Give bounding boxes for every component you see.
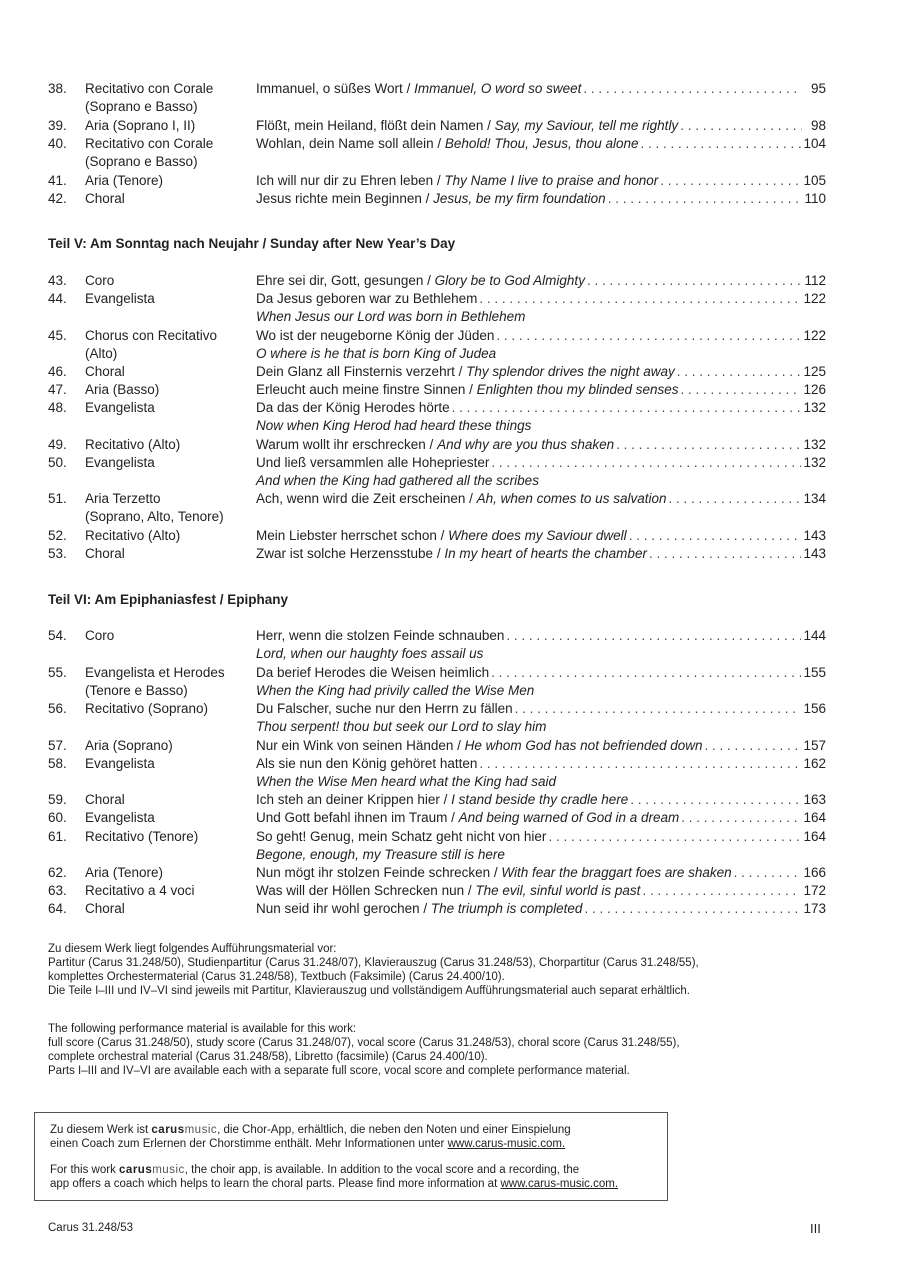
entry-page: 98 [810, 118, 826, 133]
entry-page: 143 [803, 528, 826, 543]
box-en-line2: app offers a coach which helps to learn the choral parts. Please find more information at www.carus-music.com. [50, 1178, 619, 1190]
entry-page: 110 [804, 191, 826, 206]
entry-page: 155 [803, 665, 826, 680]
entry-number: 39. [48, 118, 67, 133]
carus-music-logo: carusmusic [151, 1124, 218, 1136]
entry-title-de: Herr, wenn die stolzen Feinde schnauben [256, 628, 505, 643]
entry-number: 59. [48, 792, 67, 807]
entry-form: Aria (Soprano I, II) [85, 118, 196, 133]
carus-music-info-box [34, 1112, 668, 1201]
entry-title-en: And when the King had gathered all the scribes [256, 473, 539, 489]
entry-title-en: Now when King Herod had heard these things [256, 418, 532, 434]
entry-number: 58. [48, 756, 67, 771]
entry-form: Aria (Tenore) [85, 865, 164, 880]
entry-title-en: Glory be to God Almighty [434, 273, 585, 288]
carus-music-link-en[interactable]: www.carus-music.com. [500, 1178, 619, 1190]
entry-title-de: Als sie nun den König gehöret hatten [256, 756, 478, 771]
entry-number: 42. [48, 191, 67, 206]
entry-page: 125 [803, 364, 826, 379]
note-line: The following performance material is available for this work: [48, 1023, 357, 1035]
entry-title-de: Flößt, mein Heiland, flößt dein Namen [256, 118, 484, 133]
entry-title-de: Erleucht auch meine finstre Sinnen [256, 382, 466, 397]
entry-number: 46. [48, 364, 67, 379]
note-line: komplettes Orchestermaterial (Carus 31.248/58), Textbuch (Faksimile) (Carus 24.400/10). [48, 971, 505, 983]
entry-form: Aria (Tenore) [85, 173, 164, 188]
note-line: Zu diesem Werk liegt folgendes Aufführungsmaterial vor: [48, 943, 337, 955]
entry-page: 122 [803, 291, 826, 306]
entry-title-de: Immanuel, o süßes Wort [256, 81, 403, 96]
entry-page: 132 [803, 437, 826, 452]
entry-title-de: Nun seid ihr wohl gerochen [256, 901, 420, 916]
entry-title-en: Where does my Saviour dwell [448, 528, 627, 543]
entry-number: 55. [48, 665, 67, 680]
note-line: Die Teile I–III und IV–VI sind jeweils mit Partitur, Klavierauszug und vollständigem Aufführungsmaterial auch separat erhältlich. [48, 985, 691, 997]
entry-number: 41. [48, 173, 67, 188]
entry-form: Recitativo con Corale (Soprano e Basso) [85, 136, 214, 170]
section-heading-teil-v: Teil V: Am Sonntag nach Neujahr / Sunday after New Year’s Day [48, 236, 456, 251]
entry-form: Recitativo (Soprano) [85, 701, 209, 716]
entry-title-de: Zwar ist solche Herzensstube [256, 546, 434, 561]
box-en-line1: For this work carusmusic, the choir app, is available. In addition to the vocal score and a recording, the [50, 1164, 580, 1176]
entry-form: Evangelista [85, 400, 155, 415]
entry-title-en: I stand beside thy cradle here [451, 792, 629, 807]
entry-title-en: Lord, when our haughty foes assail us [256, 646, 484, 662]
entry-title-de: Ehre sei dir, Gott, gesungen [256, 273, 424, 288]
entry-page: 132 [803, 400, 826, 415]
entry-title-de: Jesus richte mein Beginnen [256, 191, 422, 206]
entry-title-de: Da berief Herodes die Weisen heimlich [256, 665, 490, 680]
note-line: complete orchestral material (Carus 31.248/58), Libretto (facsimile) (Carus 24.400/10). [48, 1051, 488, 1063]
entry-form: Coro [85, 628, 115, 643]
entry-number: 56. [48, 701, 67, 716]
entry-title-de: Warum wollt ihr erschrecken [256, 437, 426, 452]
entry-title-en: Jesus, be my firm foundation [433, 191, 606, 206]
note-line: Partitur (Carus 31.248/50), Studienpartitur (Carus 31.248/07), Klavierauszug (Carus 31.248/53), Chorpartitur (Carus 31.248/55), [48, 957, 699, 969]
entry-number: 50. [48, 455, 67, 470]
entry-form: Recitativo a 4 voci [85, 883, 195, 898]
entry-form: Evangelista [85, 756, 155, 771]
entry-title-de: Mein Liebster herrschet schon [256, 528, 437, 543]
entry-title-en: Say, my Saviour, tell me rightly [494, 118, 679, 133]
entry-title-en: In my heart of hearts the chamber [444, 546, 647, 561]
entry-title-en: Immanuel, O word so sweet [414, 81, 582, 96]
entry-title-en: Begone, enough, my Treasure still is here [256, 847, 505, 863]
entry-form: Choral [85, 901, 125, 916]
entry-page: 157 [803, 738, 826, 753]
entry-title-en: Thy Name I live to praise and honor [444, 173, 659, 188]
entry-title-de: So geht! Genug, mein Schatz geht nicht von hier [256, 829, 547, 844]
entry-form: Choral [85, 546, 125, 561]
entry-number: 63. [48, 883, 67, 898]
entry-number: 60. [48, 810, 67, 825]
entry-form: Aria (Basso) [85, 382, 160, 397]
entry-title-en: Ah, when comes to us salvation [476, 491, 667, 506]
box-de-line1: Zu diesem Werk ist carusmusic, die Chor-App, erhältlich, die neben den Noten und einer Einspielung [50, 1124, 571, 1136]
entry-title-en: And why are you thus shaken [437, 437, 615, 452]
entry-title-en: With fear the braggart foes are shaken [501, 865, 732, 880]
entry-form: Coro [85, 273, 115, 288]
entry-form: Recitativo (Alto) [85, 528, 181, 543]
entry-form: Evangelista et Herodes (Tenore e Basso) [85, 665, 225, 699]
entry-number: 44. [48, 291, 67, 306]
entry-number: 53. [48, 546, 67, 561]
entry-title-de: Wo ist der neugeborne König der Jüden [256, 328, 495, 343]
entry-number: 45. [48, 328, 67, 343]
entry-number: 61. [48, 829, 67, 844]
entry-title-de: Da das der König Herodes hörte [256, 400, 450, 415]
entry-form: Chorus con Recitativo (Alto) [85, 328, 218, 362]
entry-title-de: Ich steh an deiner Krippen hier [256, 792, 440, 807]
entry-page: 105 [803, 173, 826, 188]
entry-page: 173 [803, 901, 826, 916]
entry-title-de: Was will der Höllen Schrecken nun [256, 883, 465, 898]
document-page: 38. Recitativo con Corale (Soprano e Basso) Immanuel, o süßes Wort / Immanuel, O word so sweet . . . 95 39. Aria (Soprano I, II) Flößt, mein Heiland, flößt dein Namen / Say, my Saviour, tell me rightly . . . 98 40. Recitativo con Corale (Soprano e Basso) Wohlan, dein Name soll allein / Behold! Thou, Jesus, thou alone . . . 104 41. Aria (Tenore) Ich will nur dir zu Ehren leben / Thy Name I live to praise and honor . . . 105 42. Choral Jesus richte mein Beginnen / Jesus, be my firm foundation . . . 110 Teil V: Am Sonntag nach Neujahr / Sunday after New Year’s Day 43. Coro Ehre sei dir, Gott, gesungen / Glory be to God Almighty . . . 112 44. Evangelista Da Jesus geboren war zu Bethlehem . . . 122 When Jesus our Lord was born in Bethlehem 45. Chorus con Recitativo (Alto) Wo ist der neugeborne König der Jüden . . . 122 O where is he that is born King of Judea 46. Choral Dein Glanz all Finsternis verzehrt / Thy splendor drives the night away . . . 125 47. Aria (Basso) Erleucht auch meine finstre Sinnen / Enlighten thou my blinded senses . . . 126 48. Evangelista Da das der König Herodes hörte . . . 132 Now when King Herod had heard these things 49. Recitativo (Alto) Warum wollt ihr erschrecken / And why are you thus shaken . . . 132 50. Evangelista Und ließ versammlen alle Hohepriester . . . 132 And when the King had gathered all the scribes 51. Aria Terzetto (Soprano, Alto, Tenore) Ach, wenn wird die Zeit erscheinen / Ah, when comes to us salvation . . . 134 52. Recitativo (Alto) Mein Liebster herrschet schon / Where does my Saviour dwell . . . 143 53. Choral Zwar ist solche Herzensstube / In my heart of hearts the chamber . . . 143 Teil VI: Am Epiphaniasfest / Epiphany 54. Coro Herr, wenn die stolzen Feinde schnauben . . . 144 Lord, when our haughty foes assail us 55. Evangelista et Herodes (Tenore e Basso) Da berief Herodes die Weisen heimlich . . . 155 When the King had privily called the Wise Men 56. Recitativo (Soprano) Du Falscher, suche nur den Herrn zu fällen . . . 156 Thou serpent! thou but seek our Lord to slay him 57. Aria (Soprano) Nur ein Wink von seinen Händen / He whom God has not befriended down . . . 157 58. Evangelista Als sie nun den König gehöret hatten . . . 162 When the Wise Men heard what the King had said 59. Choral Ich steh an deiner Krippen hier / I stand beside thy cradle here . . . 163 60. Evangelista Und Gott befahl ihnen im Traum / And being warned of God in a dream . . . 164 61. Recitativo (Tenore) So geht! Genug, mein Schatz geht nicht von hier . . . 164 Begone, enough, my Treasure still is here 62. Aria (Tenore) Nun mögt ihr stolzen Feinde schrecken / With fear the braggart foes are shaken . . . 166 63. Recitativo a 4 voci Was will der Höllen Schrecken nun / The evil, sinful world is past . . . 172 64. Choral Nun seid ihr wohl gerochen / The triumph is completed . . . 173 Zu diesem Werk liegt folgendes Aufführungsmaterial vor: Partitur (Carus 31.248/50), Studienpartitur (Carus 31.248/07), Klavierauszug (Carus 31.248/53), Chorpartitur (Carus 31.248/55), komplettes Orchestermaterial (Carus 31.248/58), Textbuch (Faksimile) (Carus 24.400/10). Die Teile I–III und IV–VI sind jeweils mit Partitur, Klavierauszug und vollständigem Aufführungsmaterial auch separat erhältlich. The following performance material is available for this work: full score (Carus 31.248/50), study score (Carus 31.248/07), vocal score (Carus 31.248/53), choral score (Carus 31.248/55), complete orchestral material (Carus 31.248/58), Libretto (facsimile) (Carus 24.400/10). Parts I–III and IV–VI are available each with a separate full score, vocal score and complete performance material. Zu diesem Werk ist carusmusic, die Chor-App, erhältlich, die neben den Noten und einer Einspielung einen Coach zum Erlernen der Chorstimme enthält. Mehr Informationen unter www.carus-music.com. For this work carusmusic, the choir app, is available. In addition to the vocal score and a recording, the app offers a coach which helps to learn the choral parts. Please find more information at www.carus-music.com. Carus 31.248/53 III [0, 0, 900, 1278]
entry-number: 40. [48, 136, 67, 151]
entry-page: 156 [803, 701, 826, 716]
entry-form: Choral [85, 191, 125, 206]
entry-number: 43. [48, 273, 67, 288]
entry-title-en: The evil, sinful world is past [475, 883, 641, 898]
entry-title-de: Da Jesus geboren war zu Bethlehem [256, 291, 478, 306]
entry-form: Choral [85, 792, 125, 807]
entry-title-de: Wohlan, dein Name soll allein [256, 136, 434, 151]
entry-title-en: Enlighten thou my blinded senses [476, 382, 679, 397]
entry-title-en: Behold! Thou, Jesus, thou alone [444, 136, 639, 151]
entry-title-de: Nun mögt ihr stolzen Feinde schrecken [256, 865, 491, 880]
entry-form: Recitativo (Tenore) [85, 829, 199, 844]
entry-page: 172 [803, 883, 826, 898]
entry-form: Evangelista [85, 455, 155, 470]
catalog-number: Carus 31.248/53 [48, 1222, 134, 1234]
entry-page: 134 [803, 491, 826, 506]
entry-form: Recitativo (Alto) [85, 437, 181, 452]
performance-material-de [48, 942, 838, 998]
entry-title-de: Dein Glanz all Finsternis verzehrt [256, 364, 455, 379]
entry-number: 51. [48, 491, 67, 506]
entry-number: 54. [48, 628, 67, 643]
entry-title-en: When the King had privily called the Wise Men [256, 683, 535, 699]
entry-number: 38. [48, 81, 67, 96]
entry-title-en: When the Wise Men heard what the King had said [256, 774, 557, 790]
entry-page: 143 [803, 546, 826, 561]
entry-form: Evangelista [85, 810, 155, 825]
entry-number: 64. [48, 901, 67, 916]
entry-number: 52. [48, 528, 67, 543]
entry-title-de: Ich will nur dir zu Ehren leben [256, 173, 434, 188]
entry-number: 48. [48, 400, 67, 415]
entry-title-en: O where is he that is born King of Judea [256, 346, 497, 362]
entry-title-en: He whom God has not befriended down [464, 738, 703, 753]
entry-number: 57. [48, 738, 67, 753]
entry-form: Recitativo con Corale (Soprano e Basso) [85, 81, 214, 115]
entry-page: 132 [803, 455, 826, 470]
entry-title-en: And being warned of God in a dream [458, 810, 680, 825]
entry-page: 122 [803, 328, 826, 343]
entry-title-de: Du Falscher, suche nur den Herrn zu fällen [256, 701, 513, 716]
note-line: Parts I–III and IV–VI are available each with a separate full score, vocal score and complete performance material. [48, 1065, 630, 1077]
entry-page: 112 [804, 273, 826, 288]
entry-form: Evangelista [85, 291, 155, 306]
entry-title-en: Thou serpent! thou but seek our Lord to slay him [256, 719, 547, 735]
performance-material-en [48, 1022, 838, 1078]
entry-title-de: Ach, wenn wird die Zeit erscheinen [256, 491, 466, 506]
carus-music-logo: carusmusic [119, 1164, 185, 1176]
note-line: full score (Carus 31.248/50), study score (Carus 31.248/07), vocal score (Carus 31.248/53), choral score (Carus 31.248/55), [48, 1037, 680, 1049]
box-de-line2: einen Coach zum Erlernen der Chorstimme enthält. Mehr Informationen unter www.carus-music.com. [50, 1138, 566, 1150]
entry-number: 47. [48, 382, 67, 397]
entry-title-en: The triumph is completed [430, 901, 583, 916]
entry-form: Choral [85, 364, 125, 379]
entry-page: 163 [803, 792, 826, 807]
section-heading-teil-vi: Teil VI: Am Epiphaniasfest / Epiphany [48, 592, 289, 607]
entry-page: 104 [803, 136, 826, 151]
entry-page: 144 [803, 628, 826, 643]
entry-page: 166 [803, 865, 826, 880]
entry-number: 62. [48, 865, 67, 880]
entry-page: 162 [803, 756, 826, 771]
carus-music-link-de[interactable]: www.carus-music.com. [447, 1138, 566, 1150]
page-number: III [810, 1221, 821, 1236]
entry-title-en: Thy splendor drives the night away [466, 364, 675, 379]
entry-number: 49. [48, 437, 67, 452]
entry-page: 95 [810, 81, 826, 96]
entry-page: 126 [803, 382, 826, 397]
entry-title-de: Und Gott befahl ihnen im Traum [256, 810, 448, 825]
entry-title-de: Nur ein Wink von seinen Händen [256, 738, 454, 753]
entry-title-en: When Jesus our Lord was born in Bethlehem [256, 309, 526, 325]
entry-page: 164 [803, 810, 826, 825]
entry-form: Aria (Soprano) [85, 738, 173, 753]
entry-title-de: Und ließ versammlen alle Hohepriester [256, 455, 490, 470]
entry-form: Aria Terzetto (Soprano, Alto, Tenore) [85, 491, 224, 525]
entry-page: 164 [803, 829, 826, 844]
